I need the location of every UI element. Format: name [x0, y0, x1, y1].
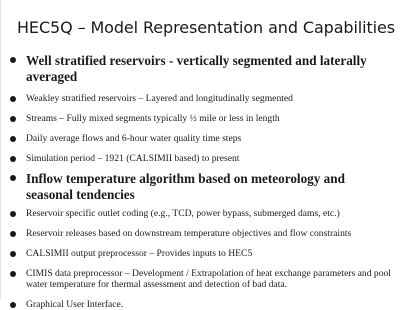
bullet-dot-icon	[10, 136, 16, 142]
bullet-item-level2	[9, 133, 393, 144]
bullet-text: CALSIMII output preprocessor – Provides inputs to HEC5	[26, 248, 253, 259]
bullet-text: Simulation period – 1921 (CALSIMII based) to present	[26, 153, 240, 164]
bullet-item-level2	[9, 228, 393, 239]
bullet-text: Reservoir releases based on downstream temperature objectives and flow constraints	[26, 228, 352, 239]
bullet-text: CIMIS data preprocessor – Development / Extrapolation of heat exchange parameters and pool water temperature for thermal assessment and detection of bad data.	[26, 268, 391, 290]
bullet-item-level2	[9, 208, 393, 219]
bullet-item-level2	[9, 153, 393, 164]
bullet-text: Daily average flows and 6-hour water quality time steps	[26, 133, 242, 144]
bullet-text: Reservoir specific outlet coding (e.g., TCD, power bypass, submerged dams, etc.)	[26, 208, 340, 219]
bullet-item-level2	[9, 268, 393, 290]
slide-title: HEC5Q – Model Representation and Capabilities	[17, 18, 396, 37]
bullet-text: Inflow temperature algorithm based on meteorology and seasonal tendencies	[26, 171, 345, 202]
bullet-item-level1	[9, 171, 393, 203]
bullet-text: Graphical User Interface.	[26, 299, 124, 310]
bullet-dot-icon	[10, 175, 16, 181]
bullet-dot-icon	[10, 231, 16, 237]
bullet-item-level1	[9, 53, 393, 85]
bullet-dot-icon	[10, 116, 16, 122]
bullet-item-level2	[9, 299, 393, 310]
bullet-dot-icon	[10, 251, 16, 257]
bullet-dot-icon	[10, 211, 16, 217]
bullet-item-level2	[9, 248, 393, 259]
bullet-list	[9, 53, 393, 310]
bullet-dot-icon	[10, 156, 16, 162]
bullet-dot-icon	[10, 271, 16, 277]
bullet-dot-icon	[10, 96, 16, 102]
bullet-text: Streams – Fully mixed segments typically ½ mile or less in length	[26, 113, 280, 124]
bullet-item-level2	[9, 93, 393, 104]
bullet-text: Well stratified reservoirs - vertically segmented and laterally averaged	[26, 53, 367, 84]
bullet-dot-icon	[10, 302, 16, 308]
bullet-text: Weakley stratified reservoirs – Layered and longitudinally segmented	[26, 93, 293, 104]
bullet-dot-icon	[10, 57, 16, 63]
bullet-item-level2	[9, 113, 393, 124]
